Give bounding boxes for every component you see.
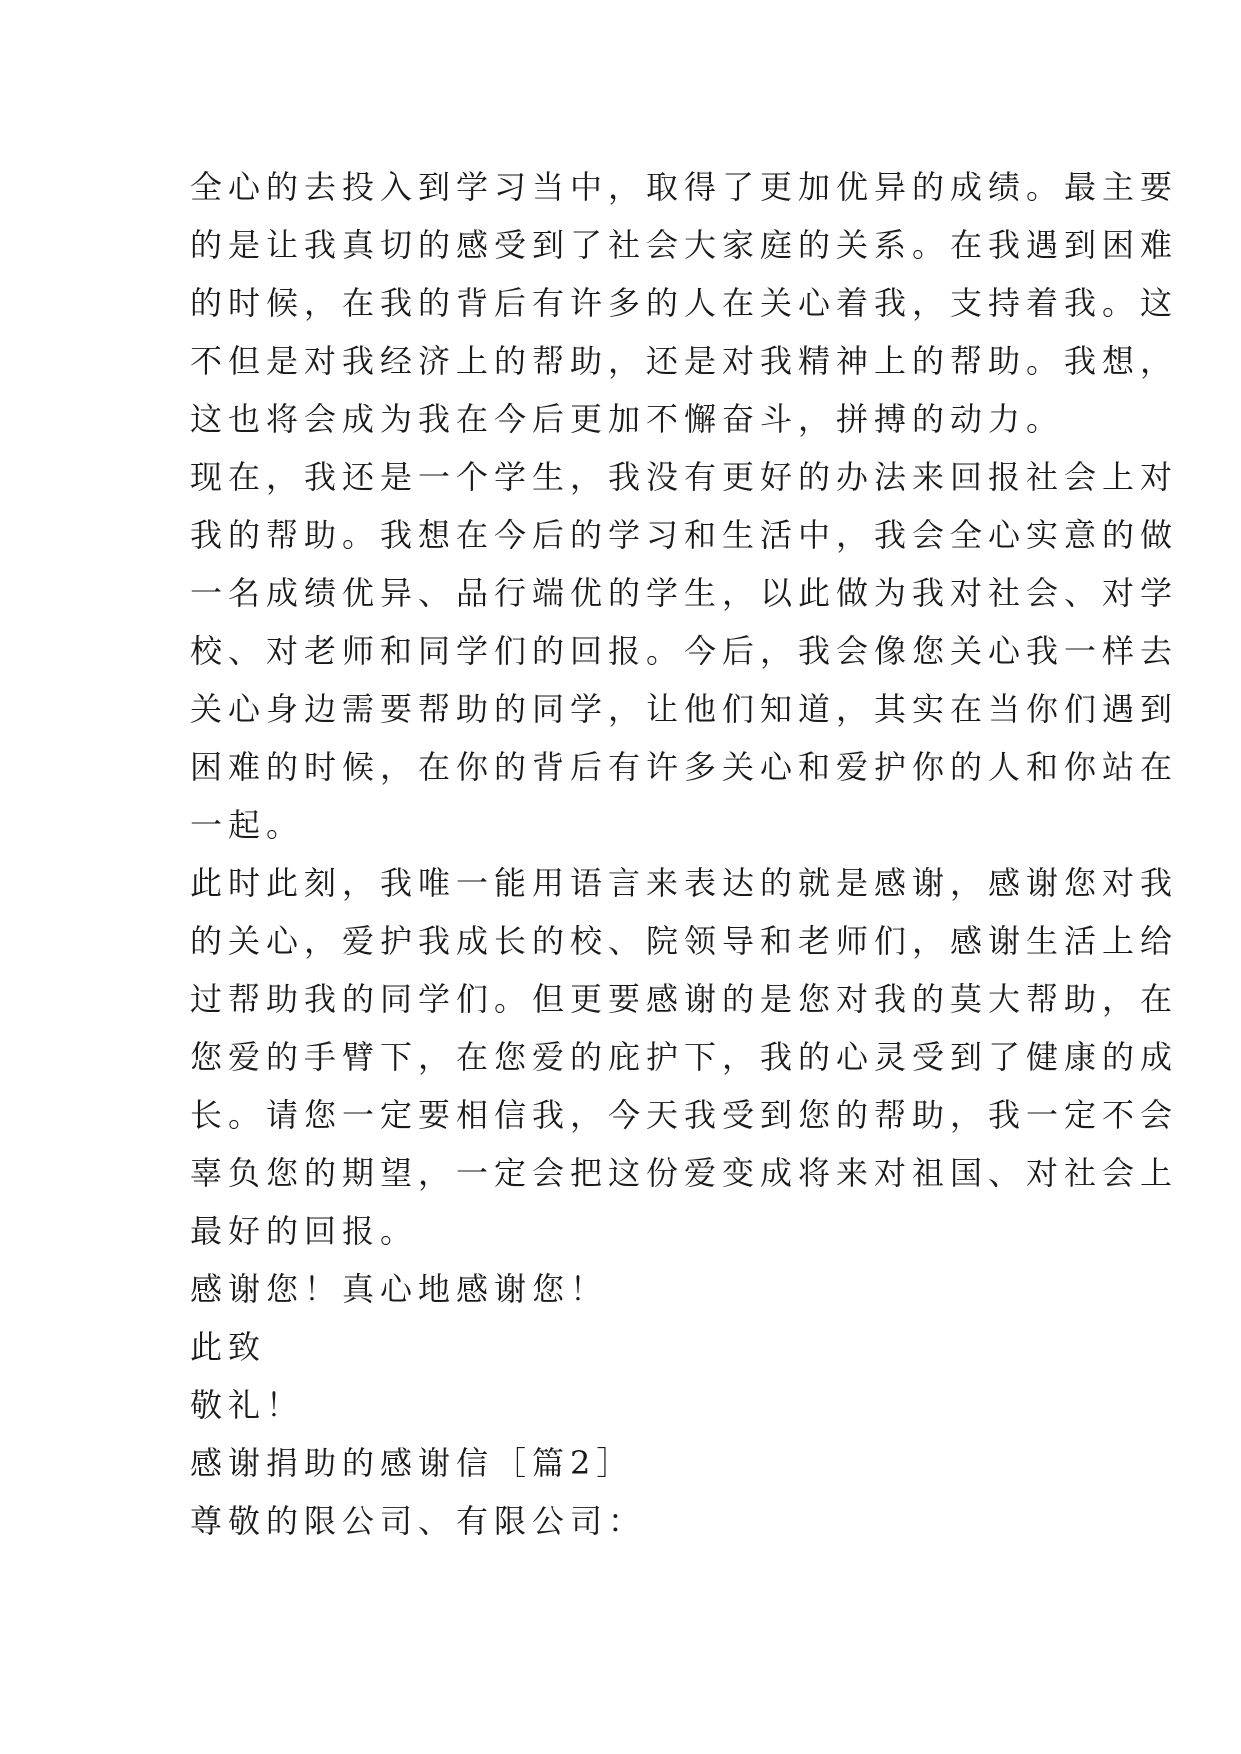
text-line: 您爱的手臂下，在您爱的庇护下，我的心灵受到了健康的成 [190,1038,1179,1076]
text-line: 辜负您的期望，一定会把这份爱变成将来对祖国、对社会上 [190,1154,1179,1192]
text-line: 长。请您一定要相信我，今天我受到您的帮助，我一定不会 [190,1096,1179,1134]
text-line: 的是让我真切的感受到了社会大家庭的关系。在我遇到困难 [190,226,1179,264]
text-line: 现在，我还是一个学生，我没有更好的办法来回报社会上对 [190,458,1179,496]
text-line: 此致 [190,1328,267,1366]
text-line: 最好的回报。 [190,1212,419,1250]
text-line: 的关心，爱护我成长的校、院领导和老师们，感谢生活上给 [190,922,1179,960]
text-line: 此时此刻，我唯一能用语言来表达的就是感谢，感谢您对我 [190,864,1179,902]
text-line: 过帮助我的同学们。但更要感谢的是您对我的莫大帮助，在 [190,980,1179,1018]
text-line: 不但是对我经济上的帮助，还是对我精神上的帮助。我想， [190,342,1179,380]
text-line: 一名成绩优异、品行端优的学生，以此做为我对社会、对学 [190,574,1179,612]
text-line: 这也将会成为我在今后更加不懈奋斗，拼搏的动力。 [190,400,1065,438]
section-heading: 感谢捐助的感谢信［篇2］ [190,1444,635,1482]
salutation: 尊敬的限公司、有限公司： [190,1502,647,1540]
text-line: 感谢您！真心地感谢您！ [190,1270,609,1308]
text-line: 敬礼！ [190,1386,305,1424]
text-line: 一起。 [190,806,305,844]
text-line: 校、对老师和同学们的回报。今后，我会像您关心我一样去 [190,632,1179,670]
text-line: 关心身边需要帮助的同学，让他们知道，其实在当你们遇到 [190,690,1179,728]
text-line: 的时候，在我的背后有许多的人在关心着我，支持着我。这 [190,284,1179,322]
text-line: 我的帮助。我想在今后的学习和生活中，我会全心实意的做 [190,516,1179,554]
text-line: 困难的时候，在你的背后有许多关心和爱护你的人和你站在 [190,748,1179,786]
text-line: 全心的去投入到学习当中，取得了更加优异的成绩。最主要 [190,168,1179,206]
